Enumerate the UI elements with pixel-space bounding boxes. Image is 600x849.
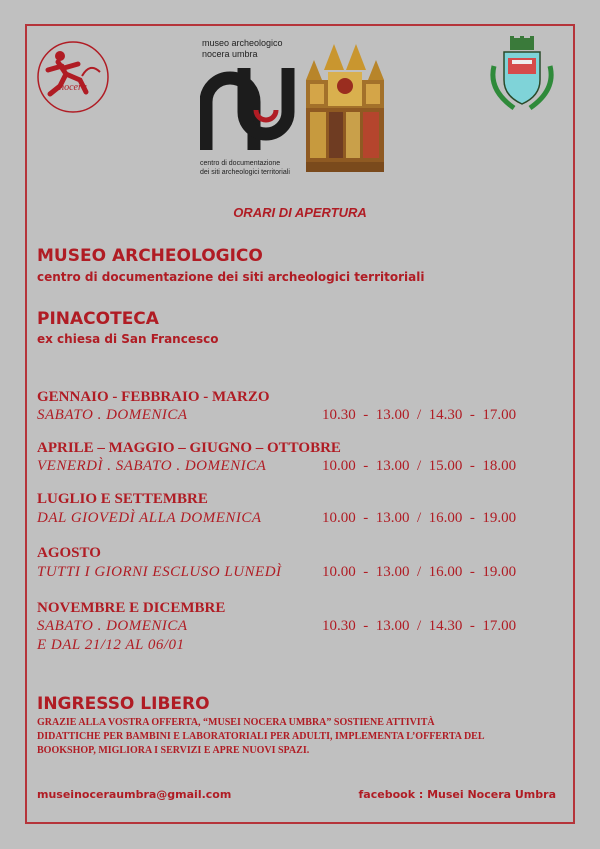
schedule-period: APRILE – MAGGIO – GIUGNO – OTTOBRE	[37, 440, 341, 456]
pinacoteca-title: PINACOTECA	[37, 309, 159, 329]
schedule-days: VENERDÌ . SABATO . DOMENICA	[37, 458, 267, 474]
coat-of-arms-icon	[484, 36, 560, 114]
schedule-hours: 10.30 - 13.00 / 14.30 - 17.00	[322, 407, 517, 423]
schedule-days-extra: E DAL 21/12 AL 06/01	[37, 637, 185, 653]
polyptych-icon	[302, 40, 388, 174]
page-title: ORARI DI APERTURA	[233, 205, 367, 220]
schedule-days: SABATO . DOMENICA	[37, 407, 188, 423]
ingresso-line2: DIDATTICHE PER BAMBINI E LABORATORIALI PER ADULTI, IMPLEMENTA L’OFFERTA DEL	[37, 731, 485, 742]
schedule-period: AGOSTO	[37, 545, 101, 561]
runner-logo-icon	[36, 40, 110, 114]
schedule-days: TUTTI I GIORNI ESCLUSO LUNEDÌ	[37, 564, 282, 580]
museum-logo-caption2: dei siti archeologici territoriali	[200, 169, 290, 176]
ingresso-title: INGRESSO LIBERO	[37, 694, 210, 714]
footer-email[interactable]: museinoceraumbra@gmail.com	[37, 788, 232, 801]
schedule-period: NOVEMBRE E DICEMBRE	[37, 600, 226, 616]
schedule-hours: 10.00 - 13.00 / 15.00 - 18.00	[322, 458, 517, 474]
museum-logo	[200, 38, 300, 178]
schedule-days: DAL GIOVEDÌ ALLA DOMENICA	[37, 510, 262, 526]
museum-subtitle: centro di documentazione dei siti archeologici territoriali	[37, 270, 425, 284]
pinacoteca-subtitle: ex chiesa di San Francesco	[37, 332, 219, 346]
schedule-days: SABATO . DOMENICA	[37, 618, 188, 634]
left-logo	[36, 40, 110, 114]
ingresso-line1: GRAZIE ALLA VOSTRA OFFERTA, “MUSEI NOCERA UMBRA” SOSTIENE ATTIVITÀ	[37, 717, 435, 728]
museum-title: MUSEO ARCHEOLOGICO	[37, 246, 263, 266]
museum-logo-caption1: centro di documentazione	[200, 160, 281, 167]
left-logo-text: nocera	[59, 82, 87, 93]
schedule-period: GENNAIO - FEBBRAIO - MARZO	[37, 389, 270, 405]
altarpiece-image	[302, 40, 388, 174]
museum-logo-line2: nocera umbra	[202, 49, 258, 59]
footer-facebook[interactable]: facebook : Musei Nocera Umbra	[358, 788, 556, 801]
schedule-hours: 10.00 - 13.00 / 16.00 - 19.00	[322, 510, 517, 526]
coat-of-arms	[484, 36, 560, 114]
nu-logo-icon	[200, 62, 296, 154]
schedule-hours: 10.30 - 13.00 / 14.30 - 17.00	[322, 618, 517, 634]
museum-logo-line1: museo archeologico	[202, 38, 283, 48]
schedule-hours: 10.00 - 13.00 / 16.00 - 19.00	[322, 564, 517, 580]
schedule-period: LUGLIO E SETTEMBRE	[37, 491, 208, 507]
ingresso-line3: BOOKSHOP, MIGLIORA I SERVIZI E APRE NUOVI SPAZI.	[37, 745, 310, 756]
